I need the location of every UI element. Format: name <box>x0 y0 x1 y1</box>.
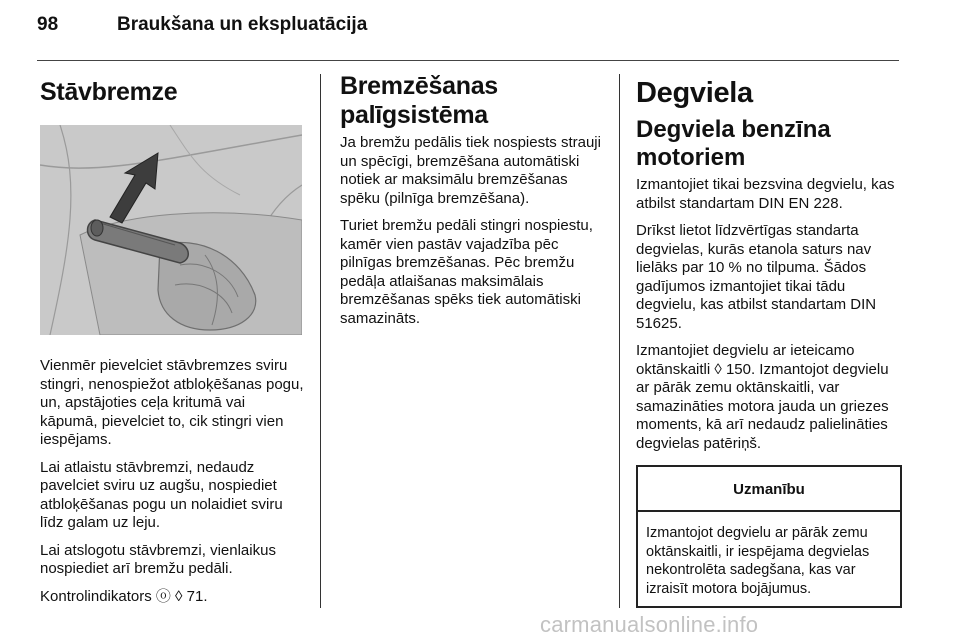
paragraph: Drīkst lietot līdzvērtīgas standarta degvielas, kurās etanola saturs nav lielāks par 10 % no tilpuma. Šādos gadījumos izmantojiet tikai tādu degvielu, kas atbilst standartam DIN 51625. <box>636 222 877 332</box>
column-brake-assist <box>340 72 606 337</box>
column-divider <box>619 74 620 608</box>
paragraph: Vienmēr pievelciet stāvbremzes sviru stingri, nenospiežot atbloķēšanas pogu, un, apstājoties ceļa kritumā vai kāpumā, pievelciet to, cik stingri vien iespējams. <box>40 357 304 448</box>
notice-text: Izmantojot degvielu ar pārāk zemu oktānskaitli, ir iespējama degvielas nekontrolēta sadegšana, kas var izraisīt motora bojājumus. <box>646 525 870 597</box>
section-heading: Bremzēšanas palīgsistēma <box>340 72 498 129</box>
notice-title: Uzmanību <box>638 467 900 512</box>
paragraph: Ja bremžu pedālis tiek nospiests strauji un spēcīgi, bremzēšana automātiski notiek ar maksimālu bremzēšanas spēku (pilnīga bremzēšana). <box>340 134 601 207</box>
column-parking-brake <box>40 72 305 615</box>
chapter-title: Braukšana un ekspluatācija <box>117 14 368 35</box>
paragraph: Izmantojiet degvielu ar ieteicamo oktānskaitli ◊ 150. Izmantojot degvielu ar pārāk zemu oktānskaitli, var samazināties motora jauda un griezes moments, kā arī nedaudz palielināties degvielas patēriņš. <box>636 342 889 452</box>
watermark: carmanualsonline.info <box>540 612 759 637</box>
subsection-heading: Degviela benzīna motoriem <box>636 116 831 171</box>
paragraph: Kontrolindikators ⓞ ◊ 71. <box>40 587 208 605</box>
header-rule <box>37 60 899 61</box>
column-divider <box>320 74 321 608</box>
caution-notice <box>636 465 902 608</box>
paragraph: Izmantojiet tikai bezsvina degvielu, kas atbilst standartam DIN EN 228. <box>636 176 895 212</box>
page-number: 98 <box>37 14 59 35</box>
notice-body <box>638 512 900 606</box>
parking-brake-illustration <box>40 125 302 335</box>
paragraph: Turiet bremžu pedāli stingri nospiestu, kamēr vien pastāv vajadzība pēc pilnīgas bremzēšanas. Pēc bremžu pedāļa atlaišanas maksimālais bremzēšanas spēks tiek automātiski samazināts. <box>340 217 593 327</box>
paragraph: Lai atlaistu stāvbremzi, nedaudz pavelciet sviru uz augšu, nospiediet atbloķēšanas pogu un nolaidiet sviru līdz galam uz leju. <box>40 458 283 531</box>
section-heading: Stāvbremze <box>40 78 178 106</box>
column-fuel <box>636 72 902 608</box>
section-heading: Degviela <box>636 77 753 109</box>
paragraph: Lai atslogotu stāvbremzi, vienlaikus nospiediet arī bremžu pedāli. <box>40 541 276 577</box>
